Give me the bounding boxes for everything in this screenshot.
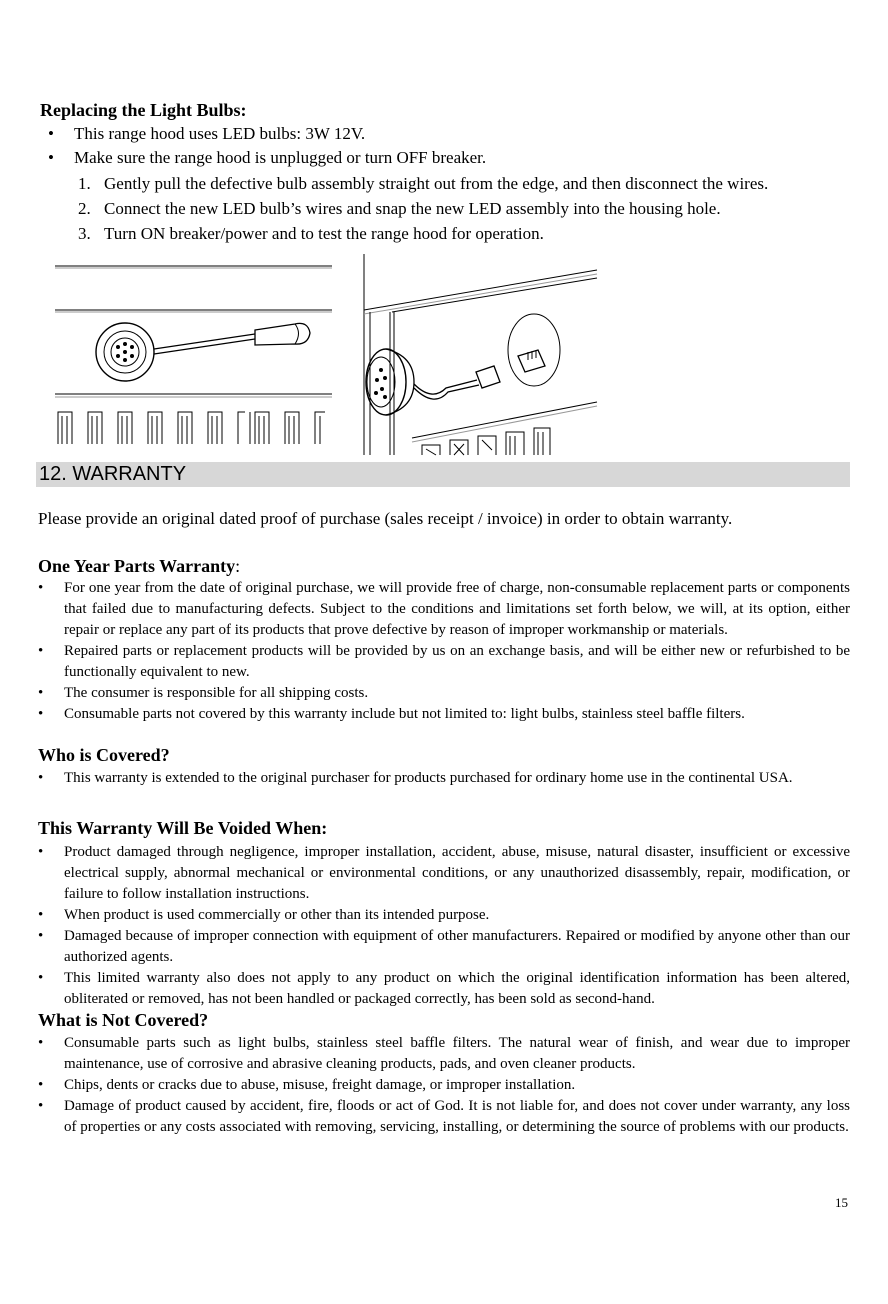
list-item: • The consumer is responsible for all shipping costs. bbox=[38, 683, 850, 704]
warranty-voided-list bbox=[38, 842, 850, 1010]
step-item bbox=[78, 196, 878, 221]
step-number: 1. bbox=[78, 174, 91, 193]
section-title-bar: 12. WARRANTY bbox=[36, 462, 850, 487]
list-item: • Consumable parts such as light bulbs, stainless steel baffle filters. The natural wear of finish, and wear due to improper maintenance, use of corrosive and abrasive cleaning products, pads, and oven cleaner products. bbox=[38, 1033, 850, 1075]
list-item: • Chips, dents or cracks due to abuse, misuse, freight damage, or improper installation. bbox=[38, 1075, 850, 1096]
list-item: • Make sure the range hood is unplugged or turn OFF breaker. bbox=[40, 146, 860, 170]
parts-warranty-heading bbox=[38, 556, 240, 577]
bulb-removal-illustration bbox=[50, 258, 340, 454]
who-is-covered-heading: Who is Covered? bbox=[38, 745, 170, 765]
list-item: • Damage of product caused by accident, fire, floods or act of God. It is not liable for, and does not cover under warranty, any loss of properties or any costs associated with removing, servicing, installing, or determining the source of problems with our products. bbox=[38, 1096, 850, 1138]
step-number: 2. bbox=[78, 199, 91, 218]
light-bulbs-heading: Replacing the Light Bulbs: bbox=[40, 100, 247, 120]
list-item: • This limited warranty also does not apply to any product on which the original identification information has been altered, obliterated or removed, has not been handled or packaged correctly, has been sold as second-hand. bbox=[38, 968, 850, 1010]
list-item: • This warranty is extended to the original purchaser for products purchased for ordinary home use in the continental USA. bbox=[38, 768, 850, 789]
light-bulbs-steps bbox=[78, 171, 878, 246]
parts-warranty-heading-text: One Year Parts Warranty bbox=[38, 556, 236, 576]
light-bulbs-bullets bbox=[40, 122, 860, 170]
list-item: • Consumable parts not covered by this warranty include but not limited to: light bulbs, stainless steel baffle filters. bbox=[38, 704, 850, 725]
list-item: • Product damaged through negligence, improper installation, accident, abuse, misuse, natural disaster, insufficient or excessive electrical supply, abnormal mechanical or environmental conditions, or any unauthorized disassembly, repair, modification, or failure to follow installation instructions. bbox=[38, 842, 850, 905]
step-text: Gently pull the defective bulb assembly straight out from the edge, and then disconnect the wires. bbox=[104, 174, 769, 193]
list-item: • For one year from the date of original purchase, we will provide free of charge, non-consumable replacement parts or components that failed due to manufacturing defects. Subject to the conditions and limitations set forth below, we will, at its option, either repair or replace any part of its products that prove defective by reason of improper workmanship or materials. bbox=[38, 578, 850, 641]
list-item: • Repaired parts or replacement products will be provided by us on an exchange basis, and will be either new or refurbished to be functionally equivalent to new. bbox=[38, 641, 850, 683]
connector-detail-illustration bbox=[352, 252, 602, 457]
step-item bbox=[78, 221, 878, 246]
who-is-covered-list bbox=[38, 768, 850, 789]
step-text: Connect the new LED bulb’s wires and snap the new LED assembly into the housing hole. bbox=[104, 199, 721, 218]
not-covered-list bbox=[38, 1033, 850, 1138]
list-item: • When product is used commercially or other than its intended purpose. bbox=[38, 905, 850, 926]
warranty-intro: Please provide an original dated proof of purchase (sales receipt / invoice) in order to obtain warranty. bbox=[38, 509, 733, 528]
parts-warranty-heading-colon: : bbox=[235, 556, 241, 576]
not-covered-heading: What is Not Covered? bbox=[38, 1010, 209, 1030]
step-item bbox=[78, 171, 878, 196]
list-item: • This range hood uses LED bulbs: 3W 12V. bbox=[40, 122, 860, 146]
warranty-voided-heading: This Warranty Will Be Voided When: bbox=[38, 818, 328, 838]
parts-warranty-list bbox=[38, 578, 850, 725]
page-number: 15 bbox=[835, 1195, 848, 1210]
step-text: Turn ON breaker/power and to test the range hood for operation. bbox=[104, 224, 544, 243]
list-item: • Damaged because of improper connection with equipment of other manufacturers. Repaired or modified by anyone other than our authorized agents. bbox=[38, 926, 850, 968]
step-number: 3. bbox=[78, 224, 91, 243]
